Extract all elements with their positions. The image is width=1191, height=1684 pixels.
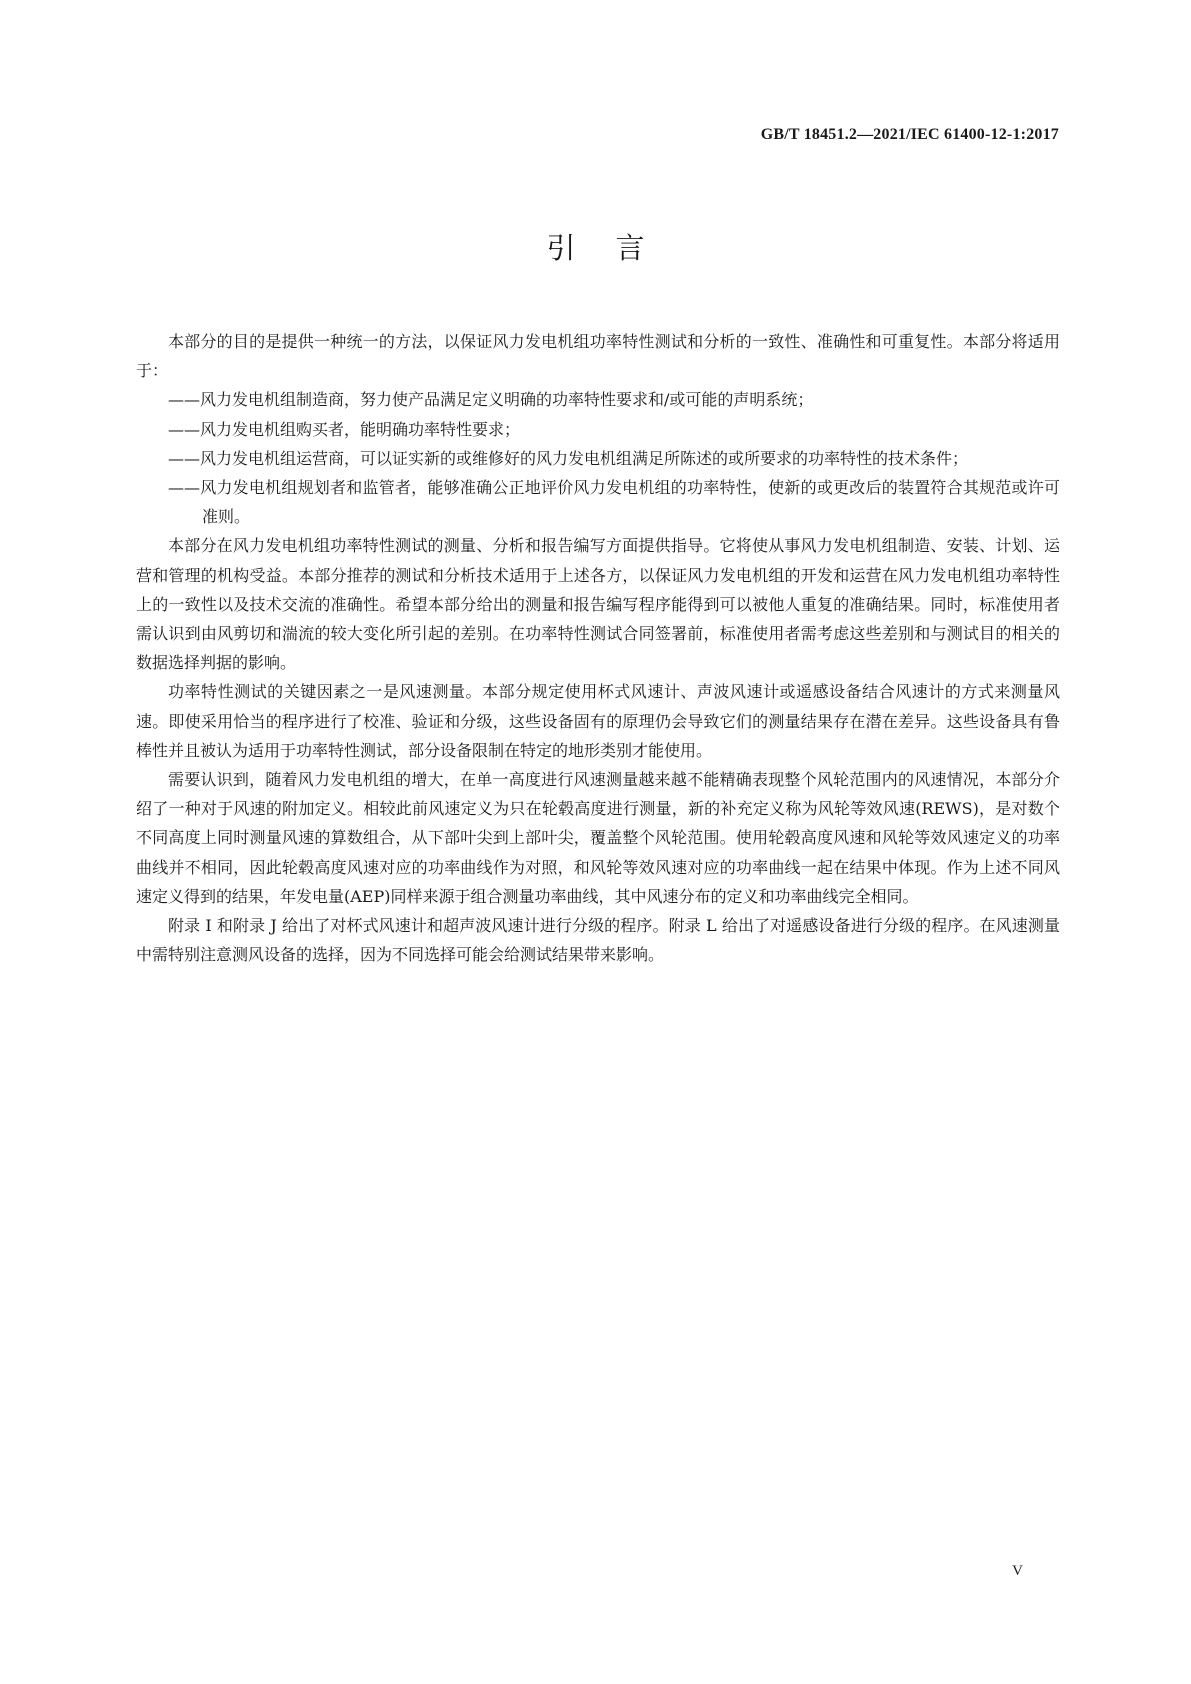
list-item-planner: ——风力发电机组规划者和监管者，能够准确公正地评价风力发电机组的功率特性，使新的或更改后的装置符合其规范或许可准则。 — [168, 478, 1060, 527]
wind-measurement-paragraph: 功率特性测试的关键因素之一是风速测量。本部分规定使用杯式风速计、声波风速计或遥感设备结合风速计的方式来测量风速。即使采用恰当的程序进行了校准、验证和分级，这些设备固有的原理仍会导致它们的测量结果存在潜在差异。这些设备具有鲁棒性并且被认为适用于功率特性测试，部分设备限制在特定的地形类别才能使用。 — [136, 682, 1060, 760]
page-title: 引言 — [546, 231, 685, 265]
intro-paragraph: 本部分的目的是提供一种统一的方法，以保证风力发电机组功率特性测试和分析的一致性、准确性和可重复性。本部分将适用于： — [136, 332, 1060, 381]
list-item-manufacturer: ——风力发电机组制造商，努力使产品满足定义明确的功率特性要求和/或可能的声明系统； — [168, 390, 814, 410]
annex-paragraph: 附录 I 和附录 J 给出了对杯式风速计和超声波风速计进行分级的程序。附录 L 给出了对遥感设备进行分级的程序。在风速测量中需特别注意测风设备的选择，因为不同选择可能会给测试结果带来影响。 — [136, 916, 1060, 965]
guidance-paragraph: 本部分在风力发电机组功率特性测试的测量、分析和报告编写方面提供指导。它将使从事风力发电机组制造、安装、计划、运营和管理的机构受益。本部分推荐的测试和分析技术适用于上述各方，以保证风力发电机组的开发和运营在风力发电机组功率特性上的一致性以及技术交流的准确性。希望本部分给出的测量和报告编写程序能得到可以被他人重复的准确结果。同时，标准使用者需认识到由风剪切和湍流的较大变化所引起的差别。在功率特性测试合同签署前，标准使用者需考虑这些差别和与测试目的相关的数据选择判据的影响。 — [136, 536, 1060, 673]
rews-paragraph: 需要认识到，随着风力发电机组的增大，在单一高度进行风速测量越来越不能精确表现整个风轮范围内的风速情况，本部分介绍了一种对于风速的附加定义。相较此前风速定义为只在轮毂高度进行测量，新的补充定义称为风轮等效风速(REWS)，是对数个不同高度上同时测量风速的算数组合，从下部叶尖到上部叶尖，覆盖整个风轮范围。使用轮毂高度风速和风轮等效风速定义的功率曲线并不相同，因此轮毂高度风速对应的功率曲线作为对照，和风轮等效风速对应的功率曲线一起在结果中体现。作为上述不同风速定义得到的结果，年发电量(AEP)同样来源于组合测量功率曲线，其中风速分布的定义和功率曲线完全相同。 — [136, 770, 1060, 906]
page-number: V — [1012, 1563, 1023, 1579]
list-item-operator: ——风力发电机组运营商，可以证实新的或维修好的风力发电机组满足所陈述的或所要求的功率特性的技术条件； — [168, 448, 969, 468]
introduction-body — [136, 327, 1060, 969]
list-item-purchaser: ——风力发电机组购买者，能明确功率特性要求； — [168, 419, 521, 439]
standard-number: GB/T 18451.2—2021/IEC 61400-12-1:2017 — [760, 126, 1059, 143]
